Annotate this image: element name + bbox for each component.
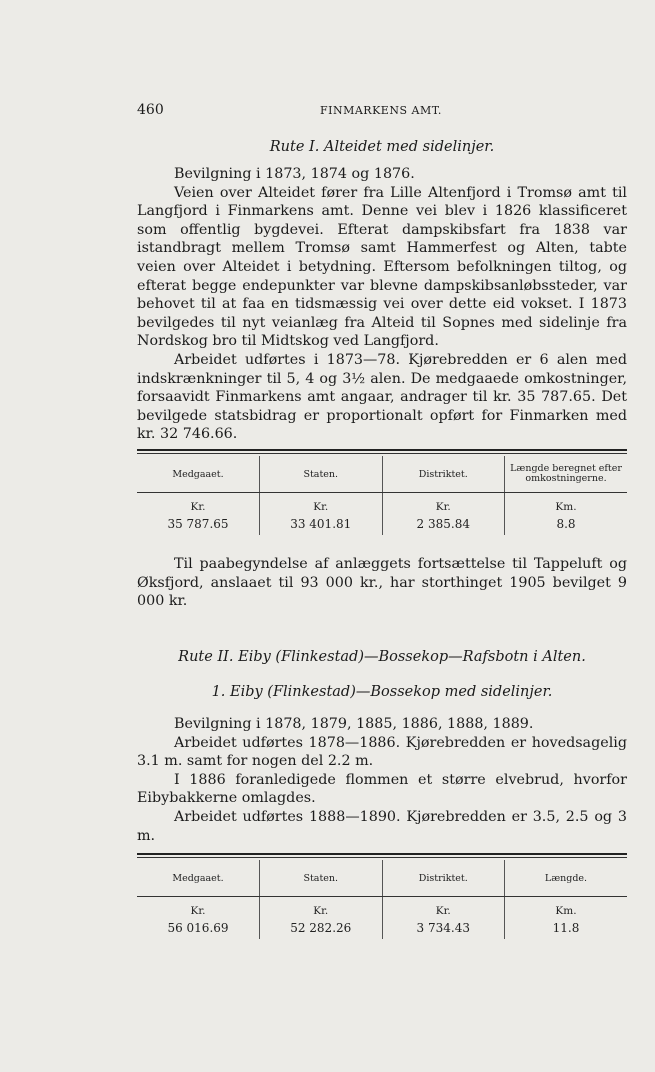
table-unit-cell: Kr.	[382, 493, 505, 514]
running-title: FINMARKENS AMT.	[320, 104, 442, 117]
table-header-row	[137, 860, 627, 897]
table-top-rule-thin	[137, 453, 627, 454]
route-1-heading: Rute I. Alteidet med sidelinjer.	[269, 139, 495, 155]
table-cell: 33 401.81	[260, 513, 383, 535]
table-unit-cell: Kr.	[190, 905, 206, 917]
table-cell: 3 734.43	[382, 917, 505, 939]
table-row	[137, 513, 627, 535]
page-number: 460	[137, 102, 164, 118]
table-header-cell: Distriktet.	[382, 456, 505, 493]
page-header	[137, 100, 627, 120]
table-unit-row	[137, 897, 627, 918]
table-unit-cell: Kr.	[190, 501, 206, 513]
route-1-paragraph: Arbeidet udførtes i 1873—78. Kjørebredden er 6 alen med indskrænkninger til 5, 4 og 3½ alen. De medgaaede omkostninger, forsaavidt Finmarkens amt angaar, andrager til kr. 35 787.65. Det bevilgede statsbidrag er proportionalt opført for Finmarken med kr. 32 746.66.	[137, 351, 627, 443]
route-1-table	[137, 456, 627, 535]
route-2-text	[137, 715, 627, 845]
table-header-cell: Staten.	[260, 860, 383, 897]
route-1-paragraph: Veien over Alteidet fører fra Lille Altenfjord i Tromsø amt til Langfjord i Finmarkens amt. Denne vei blev i 1826 klassificeret som offentlig bygdevei. Efterat dampskibsfart fra 1838 var istandbragt mellem Tromsø samt Hammerfest og Alten, tabte veien over Alteidet i betydning. Eftersom befolkningen tiltog, og efterat begge endepunkter var blevne dampskibsanløbssteder, var behovet til at faa en tidsmæssig vei over dette eid vokset. I 1873 bevilgedes til nyt veianlæg fra Alteid til Sopnes med sidelinje fra Nordskog bro til Midtskog ved Langfjord.	[137, 184, 627, 350]
route-1-text	[137, 165, 627, 444]
table-header-row	[137, 456, 627, 493]
table-header-cell: Staten.	[260, 456, 383, 493]
route-2-subheading: 1. Eiby (Flinkestad)—Bossekop med sidelinjer.	[211, 684, 553, 700]
route-1-continuation	[137, 555, 627, 611]
table-header-cell: Medgaaet.	[137, 860, 260, 897]
table-cell: 2 385.84	[382, 513, 505, 535]
table-unit-cell: Km.	[505, 897, 628, 918]
route-2-paragraph: Bevilgning i 1878, 1879, 1885, 1886, 1888, 1889.	[174, 716, 534, 732]
table-row	[137, 917, 627, 939]
route-2-heading: Rute II. Eiby (Flinkestad)—Bossekop—Rafsbotn i Alten.	[178, 649, 586, 665]
table-cell: 35 787.65	[167, 517, 229, 531]
table-header-cell: Distriktet.	[382, 860, 505, 897]
table-unit-cell: Kr.	[382, 897, 505, 918]
route-1-after-paragraph: Til paabegyndelse af anlæggets fortsættelse til Tappeluft og Øksfjord, anslaaet til 93 000 kr., har storthinget 1905 bevilget 9 000 kr.	[137, 556, 627, 610]
table-header-cell: Længde beregnet efter omkostningerne.	[505, 456, 628, 493]
route-2-paragraph: Arbeidet udførtes 1878—1886. Kjørebredden er hovedsagelig 3.1 m. samt for nogen del 2.2 m.	[137, 734, 627, 770]
route-2-table	[137, 860, 627, 939]
table-unit-cell: Km.	[505, 493, 628, 514]
route-2-paragraph: I 1886 foranledigede flommen et større elvebrud, hvorfor Eibybakkerne omlagdes.	[137, 771, 627, 807]
table-cell: 56 016.69	[167, 921, 229, 935]
table-header-cell: Medgaaet.	[137, 456, 260, 493]
table-unit-cell: Kr.	[260, 897, 383, 918]
table-cell: 8.8	[505, 513, 628, 535]
table-unit-cell: Kr.	[260, 493, 383, 514]
table-cell: 52 282.26	[260, 917, 383, 939]
table-cell: 11.8	[505, 917, 628, 939]
table-header-cell: Længde.	[505, 860, 628, 897]
table-top-rule-thin	[137, 857, 627, 858]
table-top-rule	[137, 853, 627, 855]
table-unit-row	[137, 493, 627, 514]
route-1-paragraph: Bevilgning i 1873, 1874 og 1876.	[174, 166, 415, 182]
table-top-rule	[137, 449, 627, 451]
route-2-paragraph: Arbeidet udførtes 1888—1890. Kjørebredden er 3.5, 2.5 og 3 m.	[137, 808, 627, 844]
